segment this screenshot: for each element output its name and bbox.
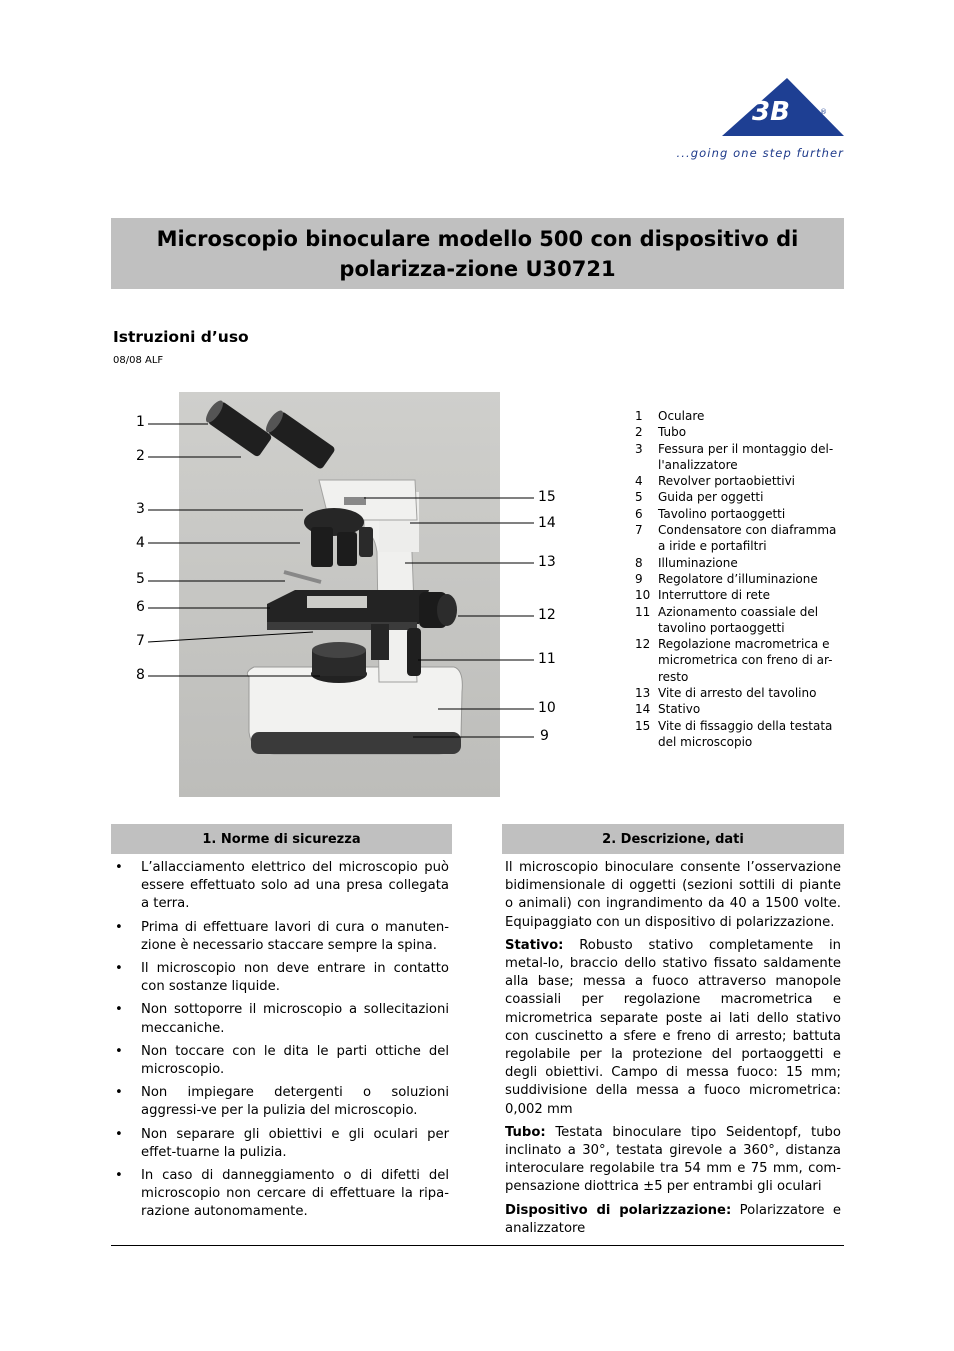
legend-item (635, 604, 840, 637)
legend-text: Regolatore d’illuminazione (658, 571, 818, 586)
legend-item (635, 506, 840, 522)
callout-6: 6 (136, 599, 145, 615)
list-item: • L’allacciamento elettrico del microscopio può essere effettuato solo ad una presa collegata a terra. (113, 859, 449, 914)
legend-number: 13 (635, 686, 651, 701)
tubo-label: Tubo: (505, 1124, 546, 1140)
list-item: • Non toccare con le dita le parti ottiche del microscopio. (113, 1043, 449, 1079)
description-body (505, 859, 841, 1243)
safety-list (113, 859, 449, 1227)
description-stativo (505, 937, 841, 1119)
svg-text:®: ® (820, 108, 827, 116)
callout-13: 13 (538, 554, 556, 570)
polar-label: Dispositivo di polarizzazione: (505, 1202, 732, 1218)
callout-15: 15 (538, 489, 556, 505)
legend-text: Fessura per il montaggio del-l'analizzatore (658, 441, 834, 472)
legend-text: Stativo (658, 702, 701, 717)
title-banner (111, 218, 844, 289)
callout-11: 11 (538, 651, 556, 667)
section-heading-description: 2. Descrizione, dati (502, 824, 844, 854)
logo-mark: 3B (752, 97, 790, 127)
callout-9: 9 (540, 728, 549, 744)
legend-number: 14 (635, 702, 651, 717)
legend-text: Oculare (658, 409, 705, 423)
legend-number: 2 (635, 425, 643, 440)
list-item: • Il microscopio non deve entrare in contatto con sostanze liquide. (113, 960, 449, 996)
figure-callouts (130, 392, 570, 797)
legend-item (635, 587, 840, 603)
legend-item (635, 424, 840, 440)
list-item: • Non sottoporre il microscopio a sollecitazioni meccaniche. (113, 1001, 449, 1037)
list-item: • In caso di danneggiamento o di difetti del microscopio non cercare di effettuare la ripa-razione autonomamente. (113, 1167, 449, 1222)
legend-text: Azionamento coassiale del tavolino portaoggetti (658, 604, 819, 635)
page-title: Microscopio binoculare modello 500 con dispositivo di polarizza-zione U30721 (156, 226, 799, 281)
callout-1: 1 (136, 414, 145, 430)
legend-item (635, 489, 840, 505)
legend-text: Tubo (658, 425, 687, 440)
legend-item (635, 408, 840, 424)
stativo-text: Robusto stativo completamente in metal-lo, braccio dello stativo fissato saldamente alla base; messa a fuoco attraverso manopole coassiali per regolazione macrometrica e micrometrica separate poste ai lati dello stativo con cuscinetto a sfere e freno di arresto; battuta regolabile per la protezione del portaoggetti e degli obiettivi. Campo di messa fuoco: 15 mm; suddivisione della messa a fuoco micrometrica: 0,002 mm (505, 937, 841, 1117)
polar-text: Polarizzatore e analizzatore (505, 1202, 841, 1236)
legend-item (635, 522, 840, 555)
legend-number: 15 (635, 718, 651, 733)
document-code: 08/08 ALF (113, 355, 164, 366)
footer-divider (111, 1245, 844, 1246)
legend-text: Guida per oggetti (658, 490, 764, 505)
legend-text: Condensatore con diaframma a iride e portafiltri (658, 523, 837, 554)
legend-number: 11 (635, 604, 651, 619)
legend-number: 8 (635, 555, 643, 570)
legend-text: Vite di fissaggio della testata del microscopio (658, 718, 833, 749)
legend-item (635, 636, 840, 685)
legend-item (635, 473, 840, 489)
legend-number: 10 (635, 588, 651, 603)
legend-text: Regolazione macrometrica e micrometrica con freno di ar-resto (658, 637, 833, 684)
legend-number: 12 (635, 637, 651, 652)
description-tubo (505, 1124, 841, 1197)
legend-item (635, 555, 840, 571)
legend-number: 6 (635, 506, 643, 521)
callout-5: 5 (136, 571, 145, 587)
section-heading-safety: 1. Norme di sicurezza (111, 824, 452, 854)
callout-10: 10 (538, 700, 556, 716)
legend-text: Illuminazione (658, 555, 738, 570)
callout-2: 2 (136, 448, 145, 464)
callout-4: 4 (136, 535, 145, 551)
callout-14: 14 (538, 515, 556, 531)
legend-item (635, 685, 840, 701)
legend-text: Revolver portaobiettivi (658, 474, 795, 489)
list-item: • Prima di effettuare lavori di cura o manuten-zione è necessario staccare sempre la spina. (113, 919, 449, 955)
callout-12: 12 (538, 607, 556, 623)
legend-number: 9 (635, 571, 643, 586)
callout-3: 3 (136, 501, 145, 517)
legend-number: 7 (635, 523, 643, 538)
tubo-text: Testata binoculare tipo Seidentopf, tubo inclinato a 30°, testata girevole a 360°, distanza interoculare regolabile tra 54 mm e 75 mm, com-pensazione diottrica ±5 per entrambi gli oculari (505, 1124, 841, 1195)
legend-text: Tavolino portaoggetti (658, 506, 786, 521)
legend-number: 4 (635, 474, 643, 489)
subtitle: Istruzioni d’uso (113, 328, 249, 346)
callout-8: 8 (136, 667, 145, 683)
description-polarization (505, 1202, 841, 1238)
callout-7: 7 (136, 633, 145, 649)
stativo-label: Stativo: (505, 937, 564, 953)
legend-item (635, 441, 840, 474)
list-item: • Non impiegare detergenti o soluzioni aggressi-ve per la pulizia del microscopio. (113, 1084, 449, 1120)
legend-number: 1 (635, 409, 643, 423)
list-item: • Non separare gli obiettivi e gli oculari per effet-tuarne la pulizia. (113, 1126, 449, 1162)
legend-item (635, 701, 840, 717)
legend-number: 3 (635, 441, 643, 456)
legend-number: 5 (635, 490, 643, 505)
description-intro: Il microscopio binoculare consente l’osservazione bidimensionale di oggetti (sezioni sottili di piante o animali) con ingrandimento da 40 a 1500 volte. Equipaggiato con un dispositivo di polarizzazione. (505, 860, 841, 930)
callout-lines (130, 392, 570, 797)
legend-text: Interruttore di rete (658, 588, 771, 603)
parts-legend (635, 408, 840, 750)
legend-item (635, 718, 840, 751)
legend-item (635, 571, 840, 587)
logo-tagline: ...going one step further (676, 146, 844, 160)
legend-text: Vite di arresto del tavolino (658, 686, 817, 701)
